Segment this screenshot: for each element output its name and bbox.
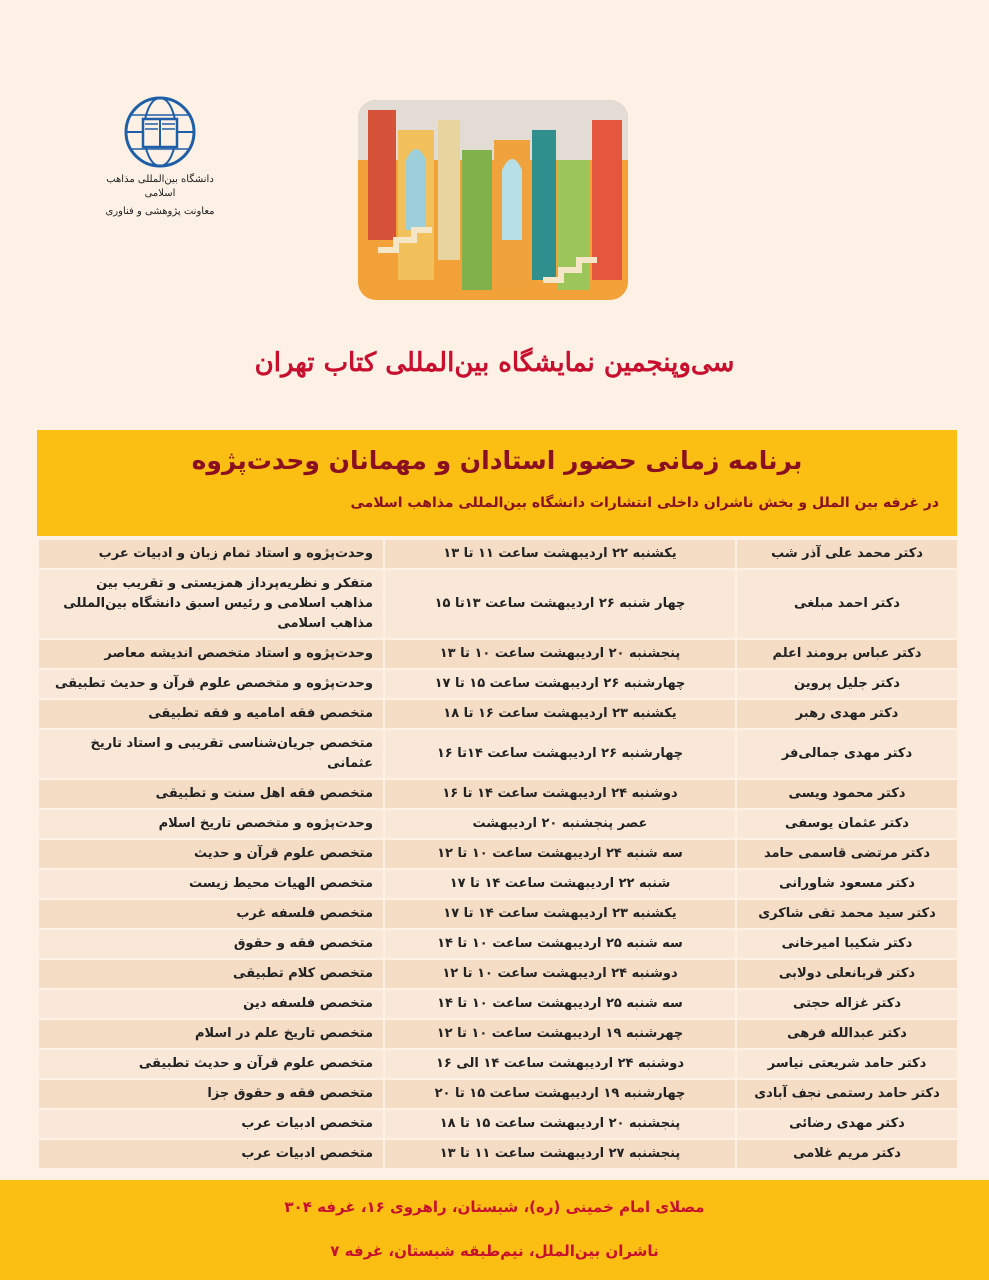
schedule-table (37, 538, 957, 1170)
visit-time: شنبه ۲۲ اردیبهشت ساعت ۱۴ تا ۱۷ (383, 870, 735, 898)
visit-time: پنجشنبه ۲۷ اردیبهشت ساعت ۱۱ تا ۱۳ (383, 1140, 735, 1168)
table-row (37, 1110, 957, 1138)
table-row (37, 840, 957, 868)
visit-time: دوشنبه ۲۴ اردیبهشت ساعت ۱۴ تا ۱۶ (383, 780, 735, 808)
guest-name: دکتر محمد علی آذر شب (735, 540, 957, 568)
visit-time: چهرشنبه ۱۹ اردیبهشت ساعت ۱۰ تا ۱۲ (383, 1020, 735, 1048)
guest-specialty: متخصص فقه و حقوق (37, 930, 383, 958)
guest-specialty: وحدت‌پژوه و استاد تمام زبان و ادبیات عرب (37, 540, 383, 568)
visit-time: سه شنبه ۲۴ اردیبهشت ساعت ۱۰ تا ۱۲ (383, 840, 735, 868)
guest-specialty: متخصص جریان‌شناسی تقریبی و استاد تاریخ عثمانی (37, 730, 383, 778)
schedule-header (37, 430, 957, 536)
guest-specialty: متخصص فقه امامیه و فقه تطبیقی (37, 700, 383, 728)
guest-specialty: وحدت‌پژوه و متخصص علوم قرآن و حدیث تطبیقی (37, 670, 383, 698)
guest-name: دکتر شکیبا امیرخانی (735, 930, 957, 958)
guest-specialty: متخصص فقه اهل سنت و تطبیقی (37, 780, 383, 808)
visit-time: پنجشنبه ۲۰ اردیبهشت ساعت ۱۰ تا ۱۳ (383, 640, 735, 668)
table-row (37, 540, 957, 568)
visit-time: چهار شنبه ۲۶ اردیبهشت ساعت ۱۳تا ۱۵ (383, 570, 735, 638)
table-row (37, 1020, 957, 1048)
table-row (37, 870, 957, 898)
visit-time: عصر پنجشنبه ۲۰ اردیبهشت (383, 810, 735, 838)
table-row (37, 1050, 957, 1078)
expo-title: سی‌وپنجمین نمایشگاه بین‌المللی کتاب تهران (254, 348, 735, 378)
guest-specialty: متفکر و نظریه‌پرداز همزیستی و تقریب بین مذاهب اسلامی و رئیس اسبق دانشگاه بین‌المللی مذاهب اسلامی (37, 570, 383, 638)
table-row (37, 900, 957, 928)
table-row (37, 960, 957, 988)
guest-name: دکتر عثمان یوسفی (735, 810, 957, 838)
visit-time: یکشنبه ۲۳ اردیبهشت ساعت ۱۶ تا ۱۸ (383, 700, 735, 728)
visit-time: پنجشنبه ۲۰ اردیبهشت ساعت ۱۵ تا ۱۸ (383, 1110, 735, 1138)
guest-specialty: متخصص الهیات محیط زیست (37, 870, 383, 898)
guest-name: دکتر مهدی رضائی (735, 1110, 957, 1138)
guest-name: دکتر سید محمد تقی شاکری (735, 900, 957, 928)
table-row (37, 570, 957, 638)
table-row (37, 810, 957, 838)
guest-name: دکتر مهدی رهبر (735, 700, 957, 728)
table-row (37, 990, 957, 1018)
university-subtitle: معاونت پژوهشی و فناوری (105, 206, 215, 217)
guest-name: دکتر مرتضی قاسمی حامد (735, 840, 957, 868)
visit-time: سه شنبه ۲۵ اردیبهشت ساعت ۱۰ تا ۱۴ (383, 990, 735, 1018)
guest-specialty: متخصص ادبیات عرب (37, 1110, 383, 1138)
guest-specialty: متخصص فقه و حقوق جزا (37, 1080, 383, 1108)
guest-name: دکتر عبدالله فرهی (735, 1020, 957, 1048)
globe-book-icon (123, 95, 197, 169)
guest-specialty: متخصص ادبیات عرب (37, 1140, 383, 1168)
visit-time: یکشنبه ۲۲ اردیبهشت ساعت ۱۱ تا ۱۳ (383, 540, 735, 568)
visit-time: یکشنبه ۲۳ اردیبهشت ساعت ۱۴ تا ۱۷ (383, 900, 735, 928)
guest-name: دکتر مهدی جمالی‌فر (735, 730, 957, 778)
visit-time: دوشنبه ۲۴ اردیبهشت ساعت ۱۴ الی ۱۶ (383, 1050, 735, 1078)
guest-name: دکتر احمد مبلغی (735, 570, 957, 638)
guest-name: دکتر غزاله حجتی (735, 990, 957, 1018)
university-logo (100, 95, 220, 235)
guest-specialty: متخصص کلام تطبیقی (37, 960, 383, 988)
footer-location-2: ناشران بین‌الملل، نیم‌طبقه شبستان، غرفه ۷ (330, 1242, 659, 1260)
table-row (37, 780, 957, 808)
table-row (37, 1080, 957, 1108)
schedule-title: برنامه زمانی حضور استادان و مهمانان وحدت‌پژوه (191, 446, 803, 475)
table-row (37, 670, 957, 698)
guest-name: دکتر جلیل پروین (735, 670, 957, 698)
table-row (37, 1140, 957, 1168)
footer-banner (0, 1180, 989, 1280)
university-name: دانشگاه بین‌المللی مذاهب اسلامی (106, 174, 214, 199)
guest-name: دکتر حامد رستمی نجف آبادی (735, 1080, 957, 1108)
table-row (37, 700, 957, 728)
guest-name: دکتر محمود ویسی (735, 780, 957, 808)
guest-specialty: متخصص فلسفه دین (37, 990, 383, 1018)
guest-specialty: متخصص علوم قرآن و حدیث تطبیقی (37, 1050, 383, 1078)
table-row (37, 730, 957, 778)
guest-name: دکتر حامد شریعتی نیاسر (735, 1050, 957, 1078)
guest-name: دکتر قربانعلی دولابی (735, 960, 957, 988)
table-row (37, 930, 957, 958)
guest-name: دکتر عباس برومند اعلم (735, 640, 957, 668)
guest-specialty: وحدت‌پژوه و متخصص تاریخ اسلام (37, 810, 383, 838)
visit-time: چهارشنبه ۲۶ اردیبهشت ساعت ۱۵ تا ۱۷ (383, 670, 735, 698)
visit-time: چهارشنبه ۱۹ اردیبهشت ساعت ۱۵ تا ۲۰ (383, 1080, 735, 1108)
schedule-subtitle: در غرفه بین الملل و بخش ناشران داخلی انتشارات دانشگاه بین‌المللی مذاهب اسلامی (350, 495, 939, 511)
books-illustration (358, 100, 628, 300)
visit-time: چهارشنبه ۲۶ اردیبهشت ساعت ۱۴تا ۱۶ (383, 730, 735, 778)
guest-specialty: وحدت‌پژوه و استاد متخصص اندیشه معاصر (37, 640, 383, 668)
table-row (37, 640, 957, 668)
guest-name: دکتر مسعود شاورانی (735, 870, 957, 898)
visit-time: سه شنبه ۲۵ اردیبهشت ساعت ۱۰ تا ۱۴ (383, 930, 735, 958)
guest-specialty: متخصص تاریخ علم در اسلام (37, 1020, 383, 1048)
visit-time: دوشنبه ۲۴ اردیبهشت ساعت ۱۰ تا ۱۲ (383, 960, 735, 988)
guest-name: دکتر مریم غلامی (735, 1140, 957, 1168)
footer-location-1: مصلای امام خمینی (ره)، شبستان، راهروی ۱۶، غرفه ۳۰۴ (284, 1198, 705, 1216)
guest-specialty: متخصص فلسفه غرب (37, 900, 383, 928)
guest-specialty: متخصص علوم قرآن و حدیث (37, 840, 383, 868)
